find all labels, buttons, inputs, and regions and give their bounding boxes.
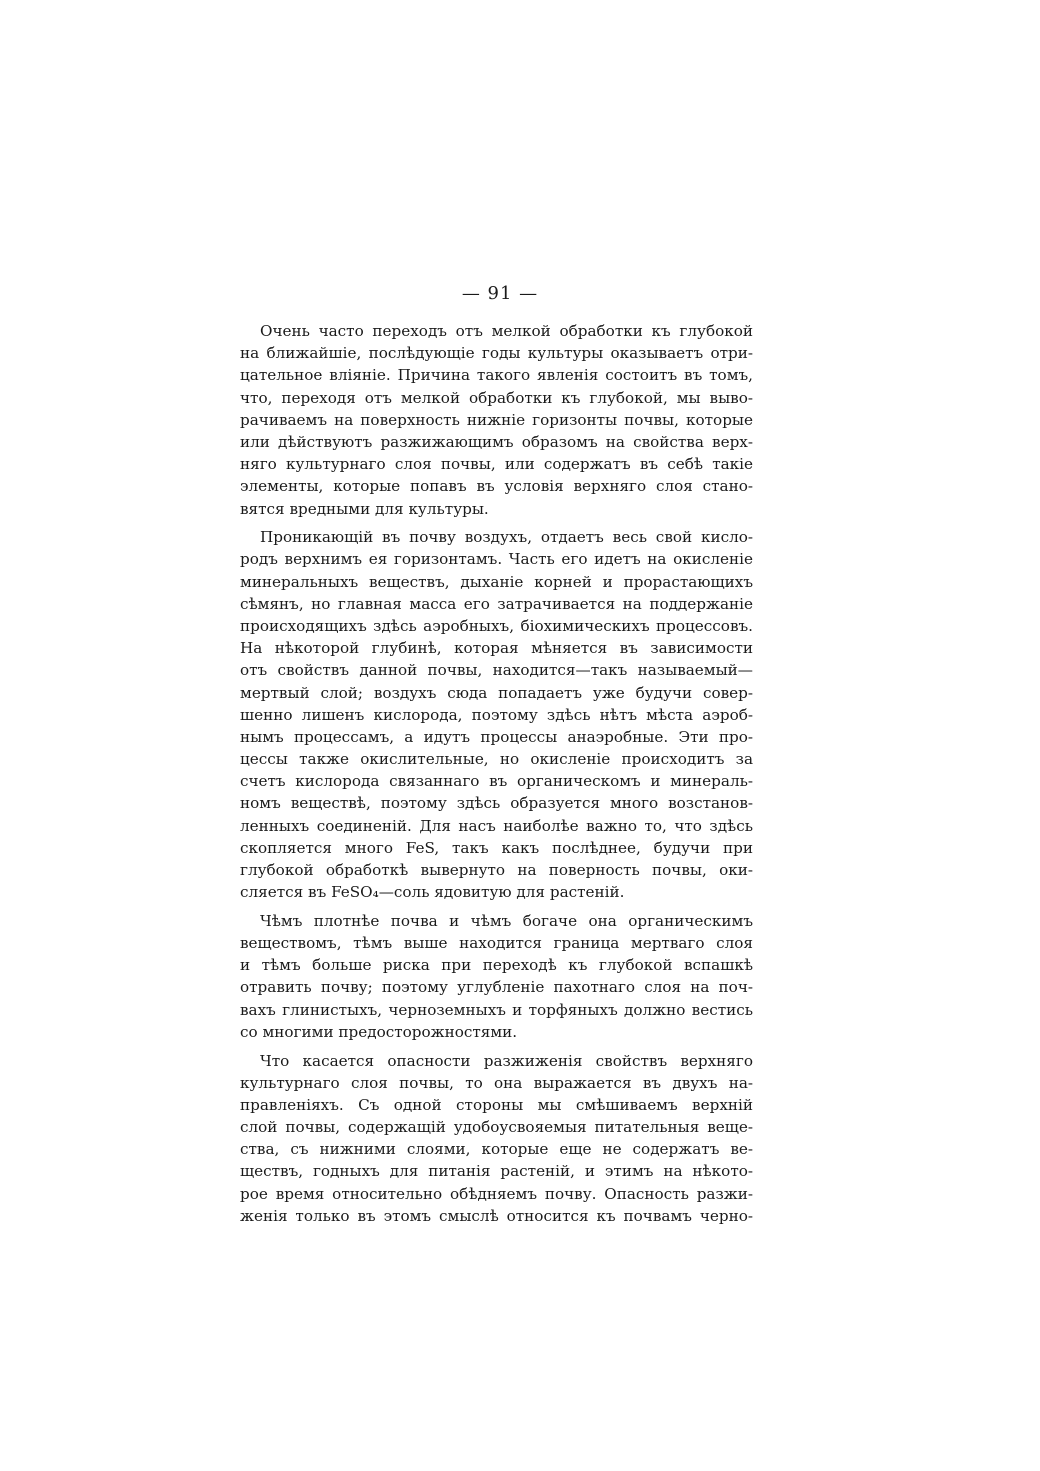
paragraph-3 xyxy=(240,910,753,1043)
text-line: и тѣмъ больше риска при переходѣ къ глубокой вспашкѣ xyxy=(240,956,753,975)
text-line: шенно лишенъ кислорода, поэтому здѣсь нѣтъ мѣста аэроб- xyxy=(240,705,753,724)
paragraph-4 xyxy=(240,1050,753,1228)
text-line: отравить почву; поэтому углубленiе пахотнаго слоя на поч- xyxy=(240,978,753,997)
text-line: ществъ, годныхъ для питанiя растенiй, и этимъ на нѣкото- xyxy=(240,1162,753,1181)
text-line: глубокой обработкѣ вывернуто на поверность почвы, оки- xyxy=(240,861,753,879)
text-line: женiя только въ этомъ смыслѣ относится къ почвамъ черно- xyxy=(240,1206,753,1225)
text-line: со многими предосторожностями. xyxy=(240,1022,518,1041)
paragraph-2 xyxy=(240,526,753,903)
text-line: Что касается опасности разжиженiя свойствъ верхняго xyxy=(260,1051,753,1070)
text-line: вятся вредными для культуры. xyxy=(240,499,489,518)
text-line: родъ верхнимъ ея горизонтамъ. Часть его идетъ на окисленiе xyxy=(240,550,753,569)
text-line: номъ веществѣ, поэтому здѣсь образуется много возстанов- xyxy=(240,794,753,813)
paragraph-1 xyxy=(240,320,753,520)
text-line: цессы также окислительные, но окисленiе происходитъ за xyxy=(240,750,753,769)
text-line: счетъ кислорода связаннаго въ органическомъ и минераль- xyxy=(240,772,753,791)
text-line: что, переходя отъ мелкой обработки къ глубокой, мы выво- xyxy=(240,388,753,407)
text-line: происходящихъ здѣсь аэробныхъ, бiохимическихъ процессовъ. xyxy=(240,616,753,635)
text-line: минеральныхъ веществъ, дыханiе корней и прорастающихъ xyxy=(240,572,753,591)
text-line: сѣмянъ, но главная масса его затрачивается на поддержанiе xyxy=(240,594,753,613)
text-line: элементы, которые попавъ въ условiя верхняго слоя стано- xyxy=(240,477,753,496)
text-line: Очень часто переходъ отъ мелкой обработки къ глубокой xyxy=(260,322,753,340)
text-line: сляется въ FeSO₄—соль ядовитую для растенiй. xyxy=(240,883,625,902)
text-line: ленныхъ соединенiй. Для насъ наиболѣе важно то, что здѣсь xyxy=(240,816,753,835)
text-line: вахъ глинистыхъ, черноземныхъ и торфяныхъ должно вестись xyxy=(240,1000,753,1019)
text-line: нымъ процессамъ, а идутъ процессы анаэробные. Эти про- xyxy=(240,727,753,746)
text-line: слой почвы, содержащiй удобоусвояемыя питательныя веще- xyxy=(240,1118,753,1137)
text-line: рое время относительно обѣдняемъ почву. Опасность разжи- xyxy=(240,1184,753,1203)
text-line: или дѣйствуютъ разжижающимъ образомъ на свойства верх- xyxy=(240,432,753,451)
text-line: няго культурнаго слоя почвы, или содержатъ въ себѣ такiе xyxy=(240,455,753,474)
text-line: ства, съ нижними слоями, которые еще не содержатъ ве- xyxy=(240,1140,753,1159)
text-line: рачиваемъ на поверхность нижнiе горизонты почвы, которые xyxy=(240,410,753,429)
text-line: цательное влiянiе. Причина такого явленiя состоитъ въ томъ, xyxy=(240,366,753,385)
text-line: веществомъ, тѣмъ выше находится граница мертваго слоя xyxy=(240,934,753,953)
text-line: мертвый слой; воздухъ сюда попадаетъ уже будучи совер- xyxy=(240,683,753,702)
text-line: Проникающiй въ почву воздухъ, отдаетъ весь свой кисло- xyxy=(260,528,753,547)
text-line: культурнаго слоя почвы, то она выражается въ двухъ на- xyxy=(240,1073,753,1092)
text-line: На нѣкоторой глубинѣ, которая мѣняется въ зависимости xyxy=(240,639,753,658)
text-line: Чѣмъ плотнѣе почва и чѣмъ богаче она органическимъ xyxy=(260,911,753,930)
text-line: скопляется много FeS, такъ какъ послѣднее, будучи при xyxy=(240,838,753,857)
text-line: правленiяхъ. Съ одной стороны мы смѣшиваемъ верхнiй xyxy=(240,1095,753,1114)
text-line: на ближайшiе, послѣдующiе годы культуры оказываетъ отри- xyxy=(240,344,753,363)
body-text xyxy=(240,320,753,1234)
page-number: — 91 — xyxy=(461,283,539,304)
text-line: отъ свойствъ данной почвы, находится—такъ называемый— xyxy=(240,661,753,680)
